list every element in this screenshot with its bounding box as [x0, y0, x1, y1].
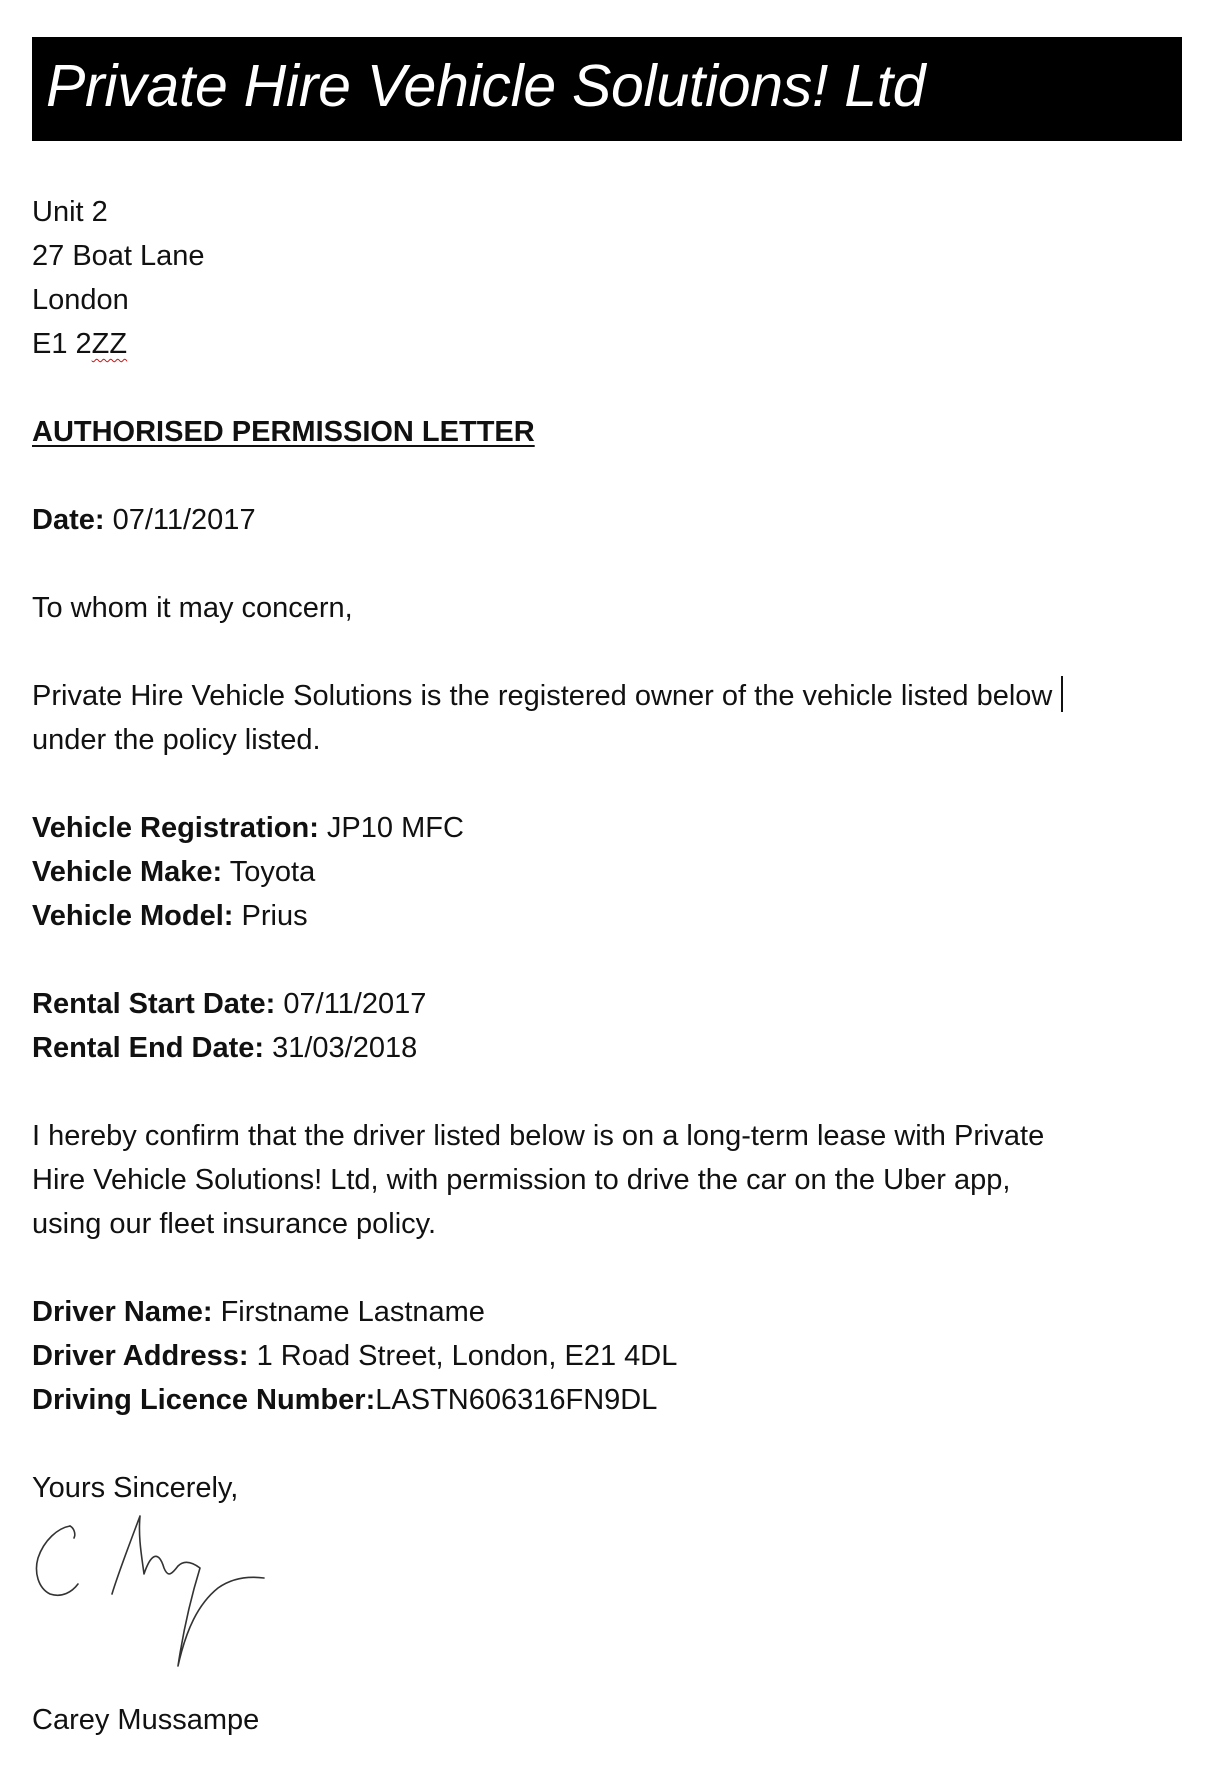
- date-value: 07/11/2017: [112, 504, 256, 536]
- driver-name-row: [32, 1290, 677, 1334]
- salutation-block: [32, 586, 353, 630]
- sign-off-block: [32, 1466, 238, 1510]
- signature-stroke-m: [112, 1516, 264, 1666]
- driver-licence-label: Driving Licence Number:: [32, 1384, 376, 1416]
- driver-details: [32, 1290, 677, 1422]
- signature-stroke-c-inner: [70, 1526, 75, 1538]
- vehicle-details: [32, 806, 464, 938]
- intro-paragraph: [32, 674, 1063, 762]
- vehicle-registration-row: [32, 806, 464, 850]
- address-line-2: 27 Boat Lane: [32, 240, 205, 272]
- company-title: Private Hire Vehicle Solutions! Ltd: [46, 53, 926, 119]
- date-label: Date:: [32, 504, 105, 536]
- confirmation-line-1: I hereby confirm that the driver listed below is on a long-term lease with Private: [32, 1120, 1045, 1152]
- vehicle-model-value: Prius: [241, 900, 308, 932]
- driver-address-label: Driver Address:: [32, 1340, 249, 1372]
- sender-address: [32, 190, 205, 366]
- driver-licence-value: LASTN606316FN9DL: [375, 1384, 658, 1416]
- vehicle-model-label: Vehicle Model:: [32, 900, 234, 932]
- sign-off: Yours Sincerely,: [32, 1472, 239, 1504]
- driver-licence-row: [32, 1378, 677, 1422]
- signatory-name: Carey Mussampe: [32, 1704, 260, 1736]
- postcode-suffix-misspelled: ZZ: [91, 328, 128, 360]
- confirmation-line-2: Hire Vehicle Solutions! Ltd, with permission to drive the car on the Uber app,: [32, 1164, 1011, 1196]
- vehicle-model-row: [32, 894, 464, 938]
- vehicle-make-label: Vehicle Make:: [32, 856, 223, 888]
- date-block: [32, 498, 256, 542]
- driver-name-label: Driver Name:: [32, 1296, 213, 1328]
- vehicle-make-row: [32, 850, 464, 894]
- address-line-1: Unit 2: [32, 196, 108, 228]
- driver-address-value: 1 Road Street, London, E21 4DL: [256, 1340, 678, 1372]
- confirmation-line-3: using our fleet insurance policy.: [32, 1208, 437, 1240]
- signature-stroke-c: [37, 1526, 79, 1595]
- letter-heading-block: [32, 410, 535, 454]
- rental-start-label: Rental Start Date:: [32, 988, 276, 1020]
- intro-line-1-text: Private Hire Vehicle Solutions is the registered owner of the vehicle listed below: [32, 680, 1053, 712]
- salutation: To whom it may concern,: [32, 592, 353, 624]
- letterhead-banner: [32, 37, 1182, 141]
- intro-line-1: [32, 674, 1063, 718]
- letter-heading: AUTHORISED PERMISSION LETTER: [32, 416, 535, 448]
- handwritten-signature: [28, 1508, 278, 1688]
- rental-end-label: Rental End Date:: [32, 1032, 265, 1064]
- driver-name-value: Firstname Lastname: [220, 1296, 485, 1328]
- address-postcode: [32, 322, 205, 366]
- vehicle-make-value: Toyota: [229, 856, 316, 888]
- date-line: [32, 498, 256, 542]
- driver-address-row: [32, 1334, 677, 1378]
- confirmation-paragraph: [32, 1114, 1044, 1246]
- vehicle-registration-label: Vehicle Registration:: [32, 812, 319, 844]
- intro-line-2: under the policy listed.: [32, 724, 321, 756]
- rental-end-value: 31/03/2018: [272, 1032, 418, 1064]
- postcode-prefix: E1 2: [32, 328, 92, 360]
- signatory-block: [32, 1698, 259, 1742]
- rental-details: [32, 982, 426, 1070]
- rental-start-value: 07/11/2017: [283, 988, 427, 1020]
- vehicle-registration-value: JP10 MFC: [326, 812, 464, 844]
- rental-end-row: [32, 1026, 426, 1070]
- text-cursor: [1061, 676, 1063, 712]
- rental-start-row: [32, 982, 426, 1026]
- address-line-3: London: [32, 284, 129, 316]
